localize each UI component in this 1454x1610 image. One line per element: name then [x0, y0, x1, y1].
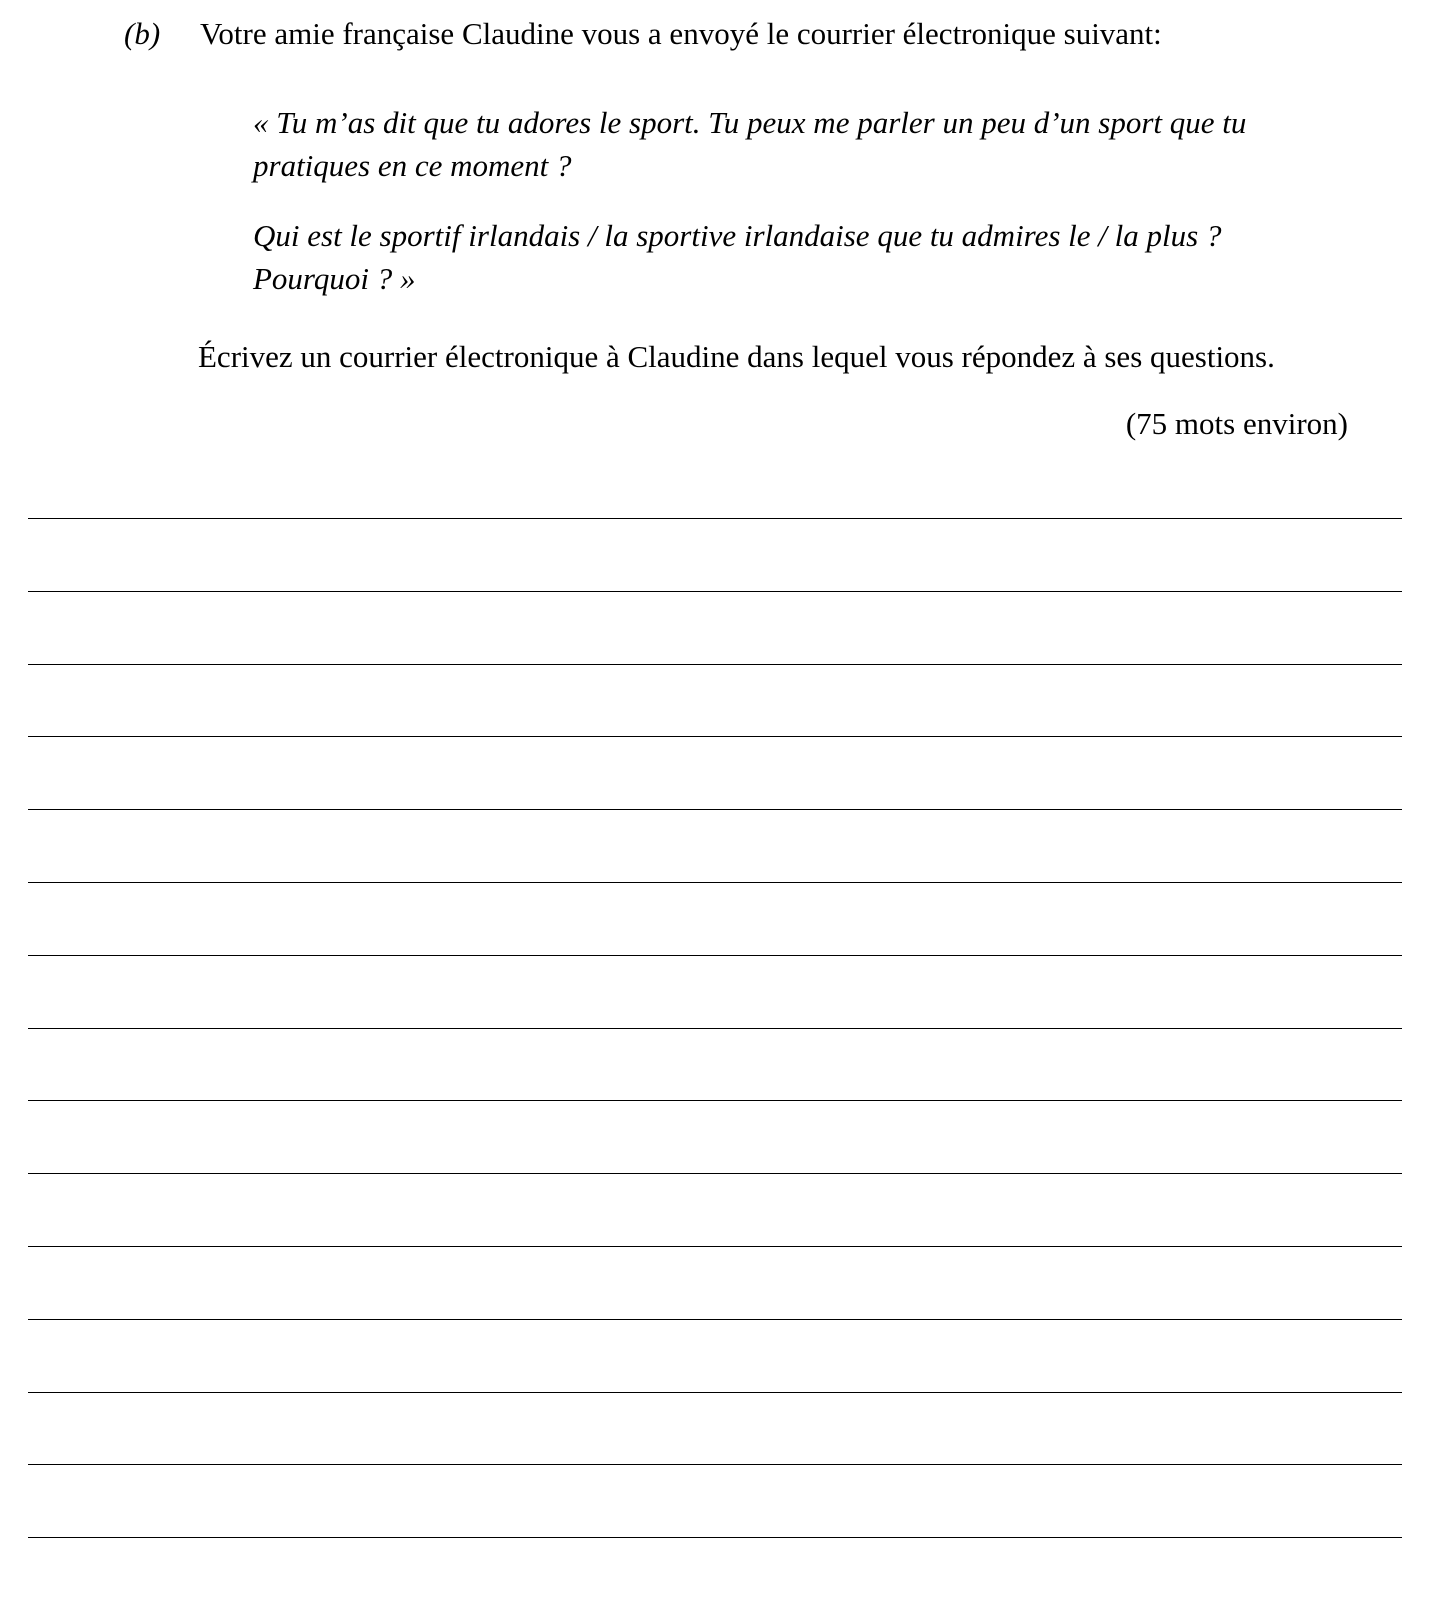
word-count-hint: (75 mots environ) [1125, 406, 1348, 441]
email-quote-line: Pourquoi ? » [253, 261, 416, 296]
email-quote-paragraph-2 [253, 214, 1353, 300]
answer-line[interactable] [28, 882, 1402, 883]
email-quote-line: pratiques en ce moment ? [253, 148, 572, 183]
question-label: (b) [124, 16, 161, 51]
answer-line[interactable] [28, 1173, 1402, 1174]
instruction-text: Écrivez un courrier électronique à Claudine dans lequel vous répondez à ses questions. [198, 339, 1275, 374]
email-quote-line: Qui est le sportif irlandais / la sportive irlandaise que tu admires le / la plus ? [253, 218, 1222, 253]
answer-line[interactable] [28, 1319, 1402, 1320]
email-quote-paragraph-1 [253, 101, 1353, 187]
answer-line[interactable] [28, 664, 1402, 665]
answer-line[interactable] [28, 1464, 1402, 1465]
answer-line[interactable] [28, 1100, 1402, 1101]
answer-line[interactable] [28, 1028, 1402, 1029]
answer-line[interactable] [28, 809, 1402, 810]
email-quote-line: « Tu m’as dit que tu adores le sport. Tu peux me parler un peu d’un sport que tu [253, 105, 1247, 140]
answer-line[interactable] [28, 591, 1402, 592]
answer-line[interactable] [28, 1392, 1402, 1393]
answer-line[interactable] [28, 1537, 1402, 1538]
answer-line[interactable] [28, 955, 1402, 956]
answer-lines[interactable] [28, 518, 1402, 1610]
answer-line[interactable] [28, 736, 1402, 737]
answer-line[interactable] [28, 1246, 1402, 1247]
question-intro: Votre amie française Claudine vous a envoyé le courrier électronique suivant: [200, 16, 1162, 51]
answer-line[interactable] [28, 518, 1402, 519]
